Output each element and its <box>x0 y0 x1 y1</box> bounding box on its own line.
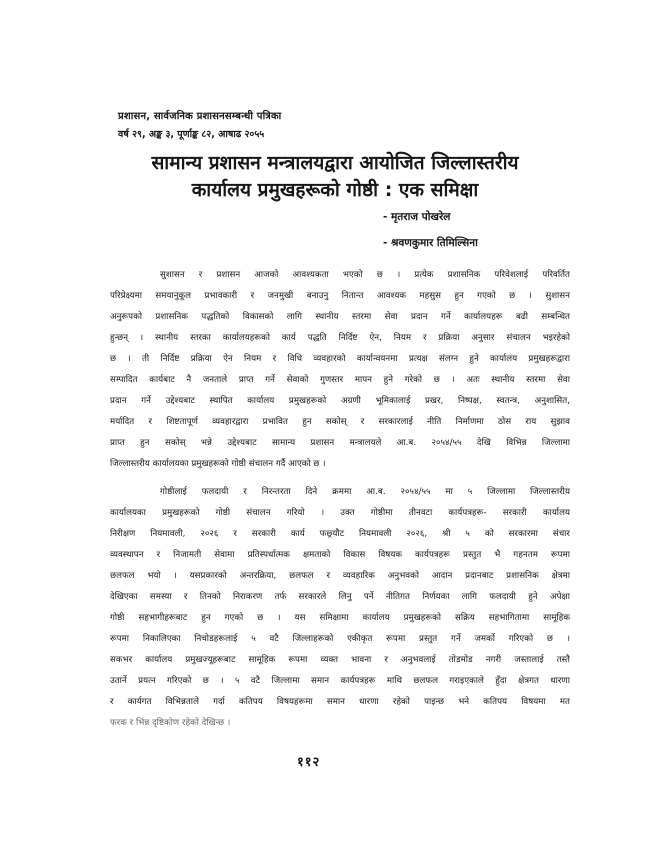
paragraph-2-line: र कार्यगत विभिन्नताले गर्दा कतिपय विषयहरूमा समान धारणा रहेको पाइन्छ भने कतिपय विषयमा मत <box>110 697 570 707</box>
paragraph-1-line: अनुरूपको प्रशासनिक पद्धतिको विकासको लागि स्थानीय स्तरमा सेवा प्रदान गर्ने कार्यालयहरू बढी सम्बन्धित <box>110 312 570 322</box>
paragraph-2-line: गोष्ठी सहभागीहरूबाट हुन गएको छ । यस समिक्षामा कार्यालय प्रमुखहरूको सक्रिय सहभागितामा सामूहिक <box>110 613 570 623</box>
paragraph-2-line: देखिएका समस्या र तिनको निराकरण तर्फ सरकारले लिनु पर्ने नीतिगत निर्णयका लागि फलदायी हुने अपेक्षा <box>110 592 570 602</box>
page-number: ११२ <box>297 755 321 770</box>
author-2: - श्रवणकुमार तिमिल्सिना <box>383 237 478 249</box>
paragraph-1-line: परिप्रेक्ष्यमा समयानुकूल प्रभावकारी र जनमुखी बनाउनु नितान्त आवश्यक महसुस हुन गएको छ । सुशासन <box>110 291 570 301</box>
paragraph-2-line: कार्यालयका प्रमुखहरूको गोष्ठी संचालन गरियो । उक्त गोष्ठीमा तीनवटा कार्यपत्रहरू- सरकारी कार्यालय <box>110 508 570 518</box>
paragraph-2-line: रूपमा निकालिएका निचोडहरूलाई ५ वटै जिल्लाहरूको एकीकृत रूपमा प्रस्तुत गर्ने जमर्को गरिएको छ । <box>110 634 570 644</box>
paragraph-2-line: छलफल भयो । यसप्रकारको अन्तरक्रिया, छलफल र व्यवहारिक अनुभवको आदान प्रदानबाट प्रशासनिक क्षेत्रमा <box>110 571 570 581</box>
paragraph-1-line: छ । ती निर्दिष्ट प्रक्रिया ऐन नियम र विधि व्यवहारको कार्यान्वयनमा प्रत्यक्ष संलग्न हुने कार्यालय प्रमुखहरूद्वारा <box>110 354 570 364</box>
paragraph-2-line: गोष्ठीलाई फलदायी र निरन्तरता दिने क्रममा आ.ब. २०५४/५५ मा ५ जिल्लामा जिल्लास्तरीय <box>160 487 570 497</box>
journal-name: प्रशासन, सार्वजनिक प्रशासनसम्बन्धी पत्रिका <box>118 111 282 122</box>
paragraph-1-line: प्राप्त हुन सकोस् भन्ने उद्देश्यबाट सामान्य प्रशासन मन्त्रालयले आ.ब. २०५४/५५ देखि विभिन्न जिल्लामा <box>110 438 570 448</box>
article-title-line-2: कार्यालय प्रमुखहरूको गोष्ठी : एक समिक्षा <box>191 179 479 201</box>
author-1: - मृतराज पोखरेल <box>383 211 451 223</box>
paragraph-2-line: निरीक्षण नियमावली, २०२६ र सरकारी कार्य फछ्र्यौट नियमावली २०२६, श्री ५ को सरकारमा संचार <box>110 529 570 539</box>
paragraph-1-line: हुन्छन् । स्थानीय स्तरका कार्यालयहरूको कार्य पद्धति निर्दिष्ट ऐन, नियम र प्रक्रिया अनुसार संचालन भइरहेको <box>110 333 570 343</box>
paragraph-2-line: व्यवस्थापन र निजामती सेवामा प्रतिस्पर्धात्मक क्षमताको विकास विषयक कार्यपत्रहरू प्रस्तुत भै गहनतम रूपमा <box>110 550 570 560</box>
paragraph-1-line: सुशासन र प्रशासन आजको आवश्यकता भएको छ । प्रत्येक प्रशासनिक परिवेशलाई परिवर्तित <box>160 270 570 280</box>
issue-info: वर्ष २९, अङ्क ३, पूर्णाङ्क ८२, आषाढ २०५५ <box>118 129 265 140</box>
paragraph-1-line: प्रदान गर्ने उद्देश्यबाट स्थापित कार्यालय प्रमुखहरूको अग्रणी भूमिकालाई प्रखर, निष्पक्ष, स्वतन्त्र, अनुशासित, <box>110 396 570 406</box>
paragraph-1-line: सम्पादित कार्यबाट नै जनताले प्राप्त गर्ने सेवाको गुणस्तर मापन हुने गरेको छ । अतः स्थानीय स्तरमा सेवा <box>110 375 570 385</box>
paragraph-1-line: जिल्लास्तरीय कार्यालयका प्रमुखहरूको गोष्ठी संचालन गर्दै आएको छ । <box>110 459 326 469</box>
paragraph-2-line: उतार्ने प्रयत्न गरिएको छ । ५ वटै जिल्लामा समान कार्यपत्रहरू माथि छलफल गराइएकाले हुँदा क्षेत्रगत धारणा <box>110 676 570 686</box>
article-title-line-1: सामान्य प्रशासन मन्त्रालयद्वारा आयोजित जिल्लास्तरीय <box>151 152 519 174</box>
paragraph-2-line: फरक र भिन्न दृष्टिकोण रहेको देखिन्छ । <box>110 718 231 728</box>
paragraph-2-line: सकभर कार्यालय प्रमुखज्यूहरूबाट सामूहिक रूपमा व्यक्त भावना र अनुभवलाई तोडमोड नगरी जस्तालाई तस्तै <box>110 655 570 665</box>
paragraph-1-line: मर्यादित र शिष्टतापूर्ण व्यवहारद्वारा प्रभावित हुन सकोस् र सरकारलाई नीति निर्माणमा ठोस राय सुझाव <box>110 417 570 427</box>
